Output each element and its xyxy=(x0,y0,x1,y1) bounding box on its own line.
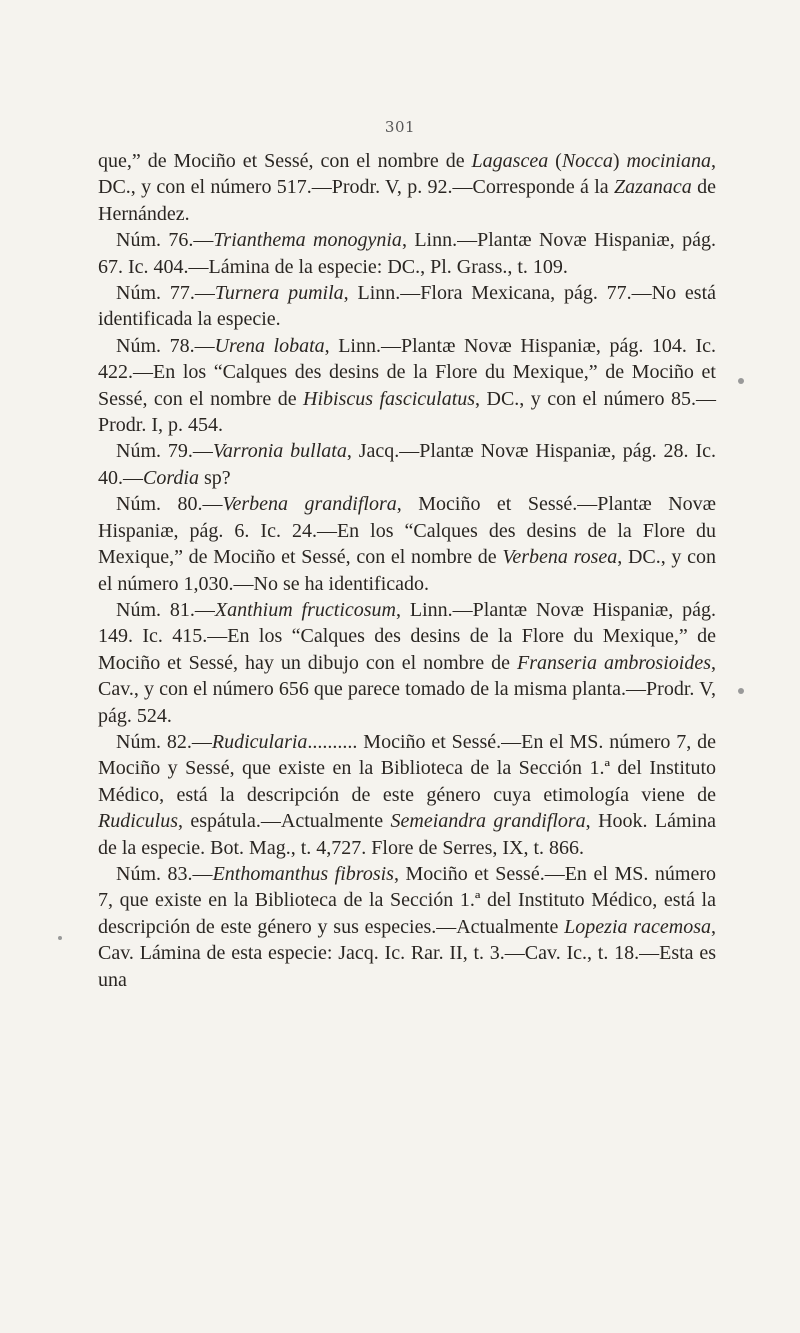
taxon-name: Xanthium fructicosum xyxy=(214,598,396,621)
paragraph xyxy=(98,861,716,993)
taxon-name: Urena lobata xyxy=(214,334,325,357)
text-run: , DC., y con el número 1,030.—No se ha identificado. xyxy=(98,546,716,595)
taxon-name: Hibiscus fasciculatus xyxy=(303,387,476,410)
paragraph xyxy=(98,729,716,861)
paragraph xyxy=(98,438,716,491)
text-run: , DC., y con el número 517.—Prodr. V, p. 92.—Corresponde á la xyxy=(98,150,716,199)
page-number: 301 xyxy=(384,118,416,136)
taxon-name: Franseria ambrosioides xyxy=(516,651,711,674)
taxon-name: Varronia bullata xyxy=(212,440,347,463)
text-run: , Linn.—Flora Mexicana, pág. 77.—No está identificada la especie. xyxy=(98,282,716,331)
text-run: Núm. 76.— xyxy=(116,229,214,252)
text-run: Núm. 81.— xyxy=(116,598,215,621)
text-run: , DC., y con el número 85.—Prodr. I, p. 454. xyxy=(98,387,716,437)
text-run: Núm. 80.— xyxy=(116,493,223,516)
taxon-name: Cordia xyxy=(143,466,199,489)
margin-mark xyxy=(58,936,62,940)
paragraph xyxy=(98,491,716,597)
taxon-name: Rudiculus xyxy=(98,810,178,833)
taxon-name: Lopezia racemosa xyxy=(564,915,712,938)
paragraph xyxy=(98,333,716,439)
taxon-name: mociniana xyxy=(626,150,711,172)
text-run: Núm. 78.— xyxy=(116,334,215,357)
text-run: , espátula.—Actualmente xyxy=(178,810,391,833)
text-run: , Mociño et Sessé.—En el MS. número 7, que existe en la Biblioteca de la Sección 1.ª del Instituto Médico, está la descripción de este género y sus especies.—Actualmente xyxy=(98,862,717,938)
paragraph xyxy=(98,148,716,227)
text-run: Núm. 79.— xyxy=(116,440,213,463)
taxon-name: Rudicularia xyxy=(211,730,308,753)
taxon-name: Nocca xyxy=(561,150,613,172)
paragraph xyxy=(98,597,716,729)
text-run: que,” de Mociño et Sessé, con el nombre de xyxy=(98,150,472,172)
text-run: de Hernández. xyxy=(98,176,716,225)
taxon-name: Zazanaca xyxy=(614,176,692,199)
text-run: Núm. 82.— xyxy=(116,730,212,753)
paragraph xyxy=(98,280,716,333)
taxon-name: Verbena grandiflora xyxy=(222,493,397,516)
text-run: Núm. 83.— xyxy=(116,862,213,885)
taxon-name: Enthomanthus fibrosis xyxy=(212,862,394,885)
taxon-name: Trianthema monogynia xyxy=(213,229,402,252)
taxon-name: Lagascea xyxy=(471,150,549,172)
margin-mark xyxy=(738,378,744,384)
text-run: , Linn.—Plantæ Novæ Hispaniæ, pág. 104. Ic. 422.—En los “Calques des desins de la Flore du Mexique,” de Mociño et Sessé, con el nombre de xyxy=(98,334,717,410)
margin-mark xyxy=(738,688,744,694)
text-run: , Jacq.—Plantæ Novæ Hispaniæ, pág. 28. Ic. 40.— xyxy=(98,440,716,489)
taxon-name: Verbena rosea xyxy=(502,546,618,569)
text-run: sp? xyxy=(198,466,231,489)
taxon-name: Turnera pumila xyxy=(214,282,344,305)
text-run: , Linn.—Plantæ Novæ Hispaniæ, pág. 149. Ic. 415.—En los “Calques des desins de la Flore du Mexique,” de Mociño et Sessé, hay un dibujo con el nombre de xyxy=(98,598,716,674)
text-run: , Linn.—Plantæ Novæ Hispaniæ, pág. 67. Ic. 404.—Lámina de la especie: DC., Pl. Grass., t. 109. xyxy=(98,229,716,278)
text-run: , Hook. Lámina de la especie. Bot. Mag., t. 4,727. Flore de Serres, IX, t. 866. xyxy=(98,810,716,859)
body-text xyxy=(98,148,716,993)
text-run: ( xyxy=(548,150,562,172)
text-run: Núm. 77.— xyxy=(116,282,215,305)
paragraph xyxy=(98,227,716,280)
text-run: .......... Mociño et Sessé.—En el MS. número 7, de Mociño y Sessé, que existe en la Biblioteca de la Sección 1.ª del Instituto Médico, está la descripción de este género cuya etimología viene de xyxy=(98,730,717,806)
text-run: , Mociño et Sessé.—Plantæ Novæ Hispaniæ, pág. 6. Ic. 24.—En los “Calques des desins de la Flore du Mexique,” de Mociño et Sessé, con el nombre de xyxy=(98,493,716,569)
text-run: , Cav., y con el número 656 que parece tomado de la misma planta.—Prodr. V, pág. 524. xyxy=(98,651,716,727)
text-run: ) xyxy=(612,150,627,172)
taxon-name: Semeiandra grandiflora xyxy=(390,810,586,833)
text-run: , Cav. Lámina de esta especie: Jacq. Ic. Rar. II, t. 3.—Cav. Ic., t. 18.—Esta es una xyxy=(98,915,717,991)
